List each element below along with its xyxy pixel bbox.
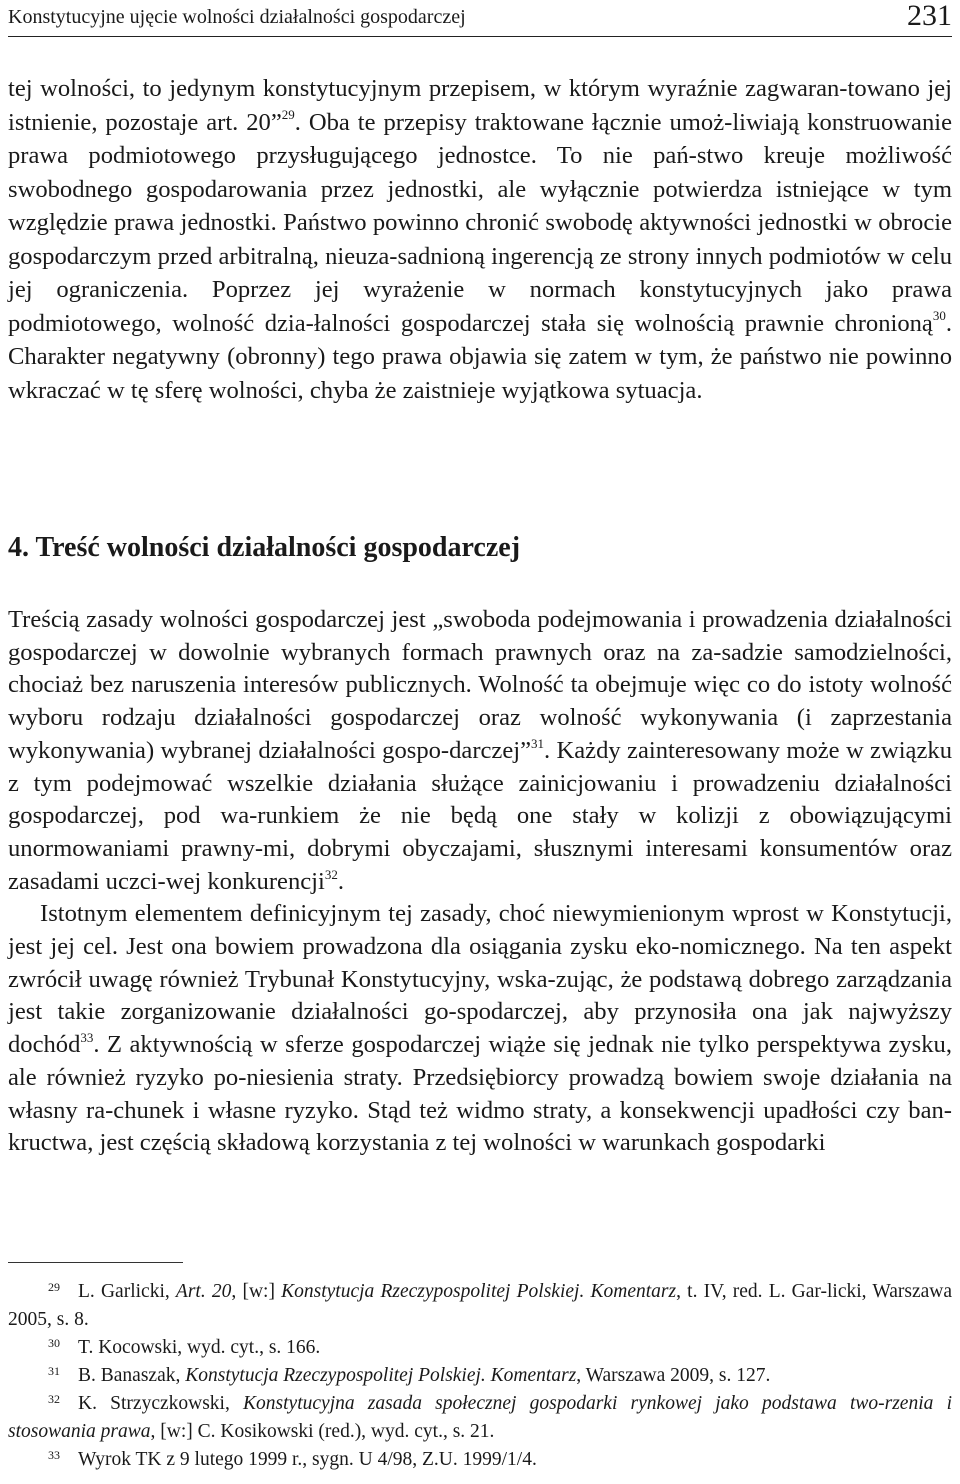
footnote-ref-32[interactable]: 32 xyxy=(324,866,338,882)
body-paragraph-2 xyxy=(8,604,952,1160)
running-title: Konstytucyjne ujęcie wolności działalności gospodarczej xyxy=(8,6,466,28)
footnote-text: , [w:] xyxy=(231,1281,282,1302)
footnote-ref-31[interactable]: 31 xyxy=(531,735,545,751)
paragraph-text: . Charakter negatywny (obronny) tego prawa objawia się zatem w tym, że państwo nie powinno wkraczać w tę sferę wolności, chyba że zaistnieje wyjątkowa sytuacja. xyxy=(8,309,952,404)
paragraph-text: tej wolności, to jedynym konstytucyjnym przepisem, w którym wyraźnie zagwaran-towano jej istnienie, pozostaje art. 20” xyxy=(8,75,952,136)
footnote-33 xyxy=(8,1446,952,1474)
footnote-italic: Konstytucyjna zasada społecznej gospodarki rynkowej jako podstawa two-rzenia i stosowania prawa xyxy=(8,1393,952,1442)
footnote-italic: Konstytucja Rzeczypospolitej Polskiej. Komentarz xyxy=(281,1281,677,1302)
footnote-number: 32 xyxy=(48,1392,60,1406)
footnote-number: 31 xyxy=(48,1364,60,1378)
page-number: 231 xyxy=(907,0,952,32)
footnote-ref-33[interactable]: 33 xyxy=(80,1030,94,1046)
footnote-text: L. Garlicki, xyxy=(78,1281,176,1302)
footnote-number: 33 xyxy=(48,1448,60,1462)
footnote-text: , t. IV, red. L. Gar-licki, Warszawa 2005, s. 8. xyxy=(8,1281,952,1330)
footnote-30 xyxy=(8,1334,952,1362)
footnote-separator xyxy=(8,1262,183,1263)
footnote-number: 30 xyxy=(48,1336,60,1350)
paragraph-text: . Każdy zainteresowany może w związku z tym podejmować wszelkie działania służące zainicjowaniu i prowadzeniu działalności gospodarczej, pod wa-runkiem że nie będą one stały w kolizji z obowiązującymi unormowaniami prawny-mi, dobrymi obyczajami, słusznymi interesami konsumentów oraz zasadami uczci-wej konkurencji xyxy=(8,736,952,895)
footnote-number: 29 xyxy=(48,1280,60,1294)
paragraph-text: Treścią zasady wolności gospodarczej jest „swoboda podejmowania i prowadzenia działalności gospodarczej w dowolnie wybranych formach prawnych oraz na za-sadzie samodzielności, chociaż bez naruszenia interesów publicznych. Wolność ta obejmuje więc co do istoty wolność wyboru rodzaju działalności gospodarczej oraz wolność wykonywania (i zaprzestania wykonywania) wybranej działalności gospo-darczej” xyxy=(8,606,952,764)
footnote-text: T. Kocowski, wyd. cyt., s. 166. xyxy=(78,1337,321,1358)
footnote-text: , Warszawa 2009, s. 127. xyxy=(576,1365,771,1386)
paragraph-text: Istotnym elementem definicyjnym tej zasady, choć niewymienionym wprost w Konstytucji, jest jej cel. Jest ona bowiem prowadzona dla osiągania zysku eko-nomicznego. Na ten aspekt zwrócił uwagę również Trybunał Konstytucyjny, wska-zując, że podstawą dobrego zarządzania jest takie zorganizowanie działalności go-spodarczej, aby przynosiła ona jak najwyższy dochód xyxy=(8,900,952,1059)
footnote-31 xyxy=(8,1362,952,1390)
footnote-text: , [w:] C. Kosikowski (red.), wyd. cyt., s. 21. xyxy=(150,1421,495,1442)
document-page xyxy=(8,0,952,1484)
section-heading: 4. Treść wolności działalności gospodarczej xyxy=(8,532,521,563)
footnotes xyxy=(8,1278,952,1474)
running-header xyxy=(8,0,952,37)
paragraph-text: . xyxy=(337,867,344,895)
footnote-ref-30[interactable]: 30 xyxy=(932,307,946,323)
footnote-ref-29[interactable]: 29 xyxy=(281,106,295,122)
footnote-italic: Konstytucja Rzeczypospolitej Polskiej. Komentarz xyxy=(185,1365,577,1386)
footnote-32 xyxy=(8,1390,952,1446)
footnote-29 xyxy=(8,1278,952,1334)
footnote-text: K. Strzyczkowski, xyxy=(78,1393,244,1414)
body-paragraph-1 xyxy=(8,72,952,407)
paragraph-text: . Oba te przepisy traktowane łącznie umoż-liwiają konstruowanie prawa podmiotowego przysługującego jednostce. To nie pań-stwo kreuje możliwość swobodnego gospodarowania przez jednostki, ale wyłącznie potwierdza istniejące w tym względzie prawa jednostki. Państwo powinno chronić swobodę aktywności jednostki w obrocie gospodarczym przed arbitralną, nieuza-sadnioną ingerencją ze strony innych podmiotów w celu jej ograniczenia. Poprzez jej wyrażenie w normach konstytucyjnych jako prawa podmiotowego, wolność dzia-łalności gospodarczej stała się wolnością prawnie chronioną xyxy=(8,108,952,337)
footnote-text: B. Banaszak, xyxy=(78,1365,186,1386)
footnote-text: Wyrok TK z 9 lutego 1999 r., sygn. U 4/98, Z.U. 1999/1/4. xyxy=(78,1449,537,1470)
footnote-italic: Art. 20 xyxy=(175,1281,232,1302)
paragraph-text: . Z aktywnością w sferze gospodarczej wiąże się jednak nie tylko perspektywa zysku, ale również ryzyko po-niesienia straty. Przedsiębiorcy prowadzą bowiem swoje działania na własny ra-chunek i własne ryzyko. Stąd też widmo straty, a konsekwencji upadłości czy ban-kructwa, jest częścią składową korzystania z tej wolności w warunkach gospodarki xyxy=(8,1031,952,1157)
